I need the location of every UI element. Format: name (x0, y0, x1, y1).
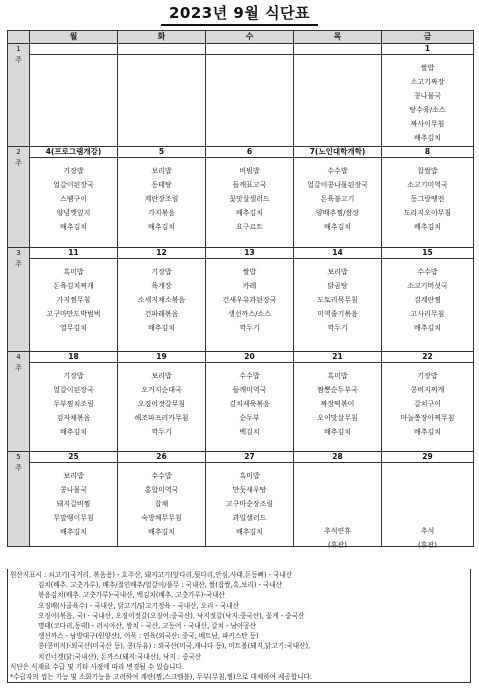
menu-items (206, 259, 293, 335)
day-cell (382, 248, 474, 352)
menu-items (206, 463, 293, 539)
date-label: 26 (118, 452, 205, 463)
menu-item: 소세지채소볶음 (137, 296, 186, 304)
menu-table (7, 30, 474, 547)
menu-item: 콩나물국 (59, 486, 88, 494)
week-label: 4 주 (8, 352, 30, 452)
day-cell (294, 452, 382, 547)
menu-item: 순두부 (239, 414, 260, 422)
date-label: 7(노인대학개학) (294, 147, 381, 158)
menu-item: 만둣새우탕 (232, 486, 267, 494)
menu-items (118, 463, 205, 539)
date-label: 11 (30, 248, 117, 259)
date-label: 4(프로그램개강) (30, 147, 117, 158)
menu-item: 깍두기 (327, 324, 348, 332)
menu-item: 해조파프리카무침 (134, 414, 189, 422)
menu-item: 꽃맛살샐러드 (229, 195, 270, 203)
menu-item: 배추김치 (413, 223, 442, 231)
menu-item: 흑미밥 (239, 472, 260, 480)
day-cell (382, 352, 474, 452)
menu-items (206, 158, 293, 234)
menu-item: 수수밥 (239, 372, 260, 380)
week-label: 3 주 (8, 248, 30, 352)
date-label: 19 (118, 352, 205, 363)
note-line: 오징어(볶음, 국) - 국내산, 오징어젓갈(오징어:중국산), 낙지젓갈(낙지:중국산), 꽃게 - 중국산 (38, 611, 305, 620)
menu-items (118, 158, 205, 234)
menu-item: 얼갈이된장국 (53, 181, 94, 189)
day-cell (206, 452, 294, 547)
date-label: 12 (118, 248, 205, 259)
menu-items (382, 158, 473, 234)
menu-item: 카레 (242, 282, 257, 290)
day-cell (206, 352, 294, 452)
day-header-tue: 화 (118, 31, 206, 44)
week-row (8, 352, 474, 452)
day-cell (206, 147, 294, 248)
menu-item: 들깨표고국 (232, 181, 267, 189)
menu-item: 배추김치 (59, 528, 88, 536)
week-row (8, 248, 474, 352)
menu-item: 김치제육볶음 (229, 400, 270, 408)
menu-item: 미역줄기볶음 (317, 310, 358, 318)
menu-item: 짬뽕순두부국 (317, 386, 358, 394)
note-line: 김치(배추. 고춧가루), 배추/절인배추/얼갈이/풀무 : 국내산, 쌀(찹쌀,흑,보리) - 국내산 (38, 581, 283, 590)
menu-item: 보리밥 (327, 268, 348, 276)
menu-item: 얼갈이콩나물된장국 (307, 181, 368, 189)
menu-items (30, 158, 117, 234)
menu-item: 동그랑땡전 (410, 195, 445, 203)
menu-item: 배추김치 (147, 223, 176, 231)
menu-items (206, 363, 293, 439)
menu-item: 배추김치 (413, 428, 442, 436)
menu-item: (휴관) (418, 541, 437, 549)
menu-item: 배추김치 (323, 223, 352, 231)
menu-items (118, 363, 205, 439)
origin-notes (7, 569, 471, 683)
menu-item: 열무김치 (59, 324, 88, 332)
menu-item: 오징어젓갈무침 (137, 400, 186, 408)
day-cell (382, 44, 474, 147)
day-header-row (8, 31, 474, 44)
day-cell (294, 352, 382, 452)
menu-item: 고구마순장조림 (225, 500, 274, 508)
menu-item: 과일샐러드 (232, 514, 267, 522)
day-cell (30, 147, 118, 248)
note-line: 명태(코다리,동태) - 러시아산, 쌈치 - 국산, 고등어 - 국내산, 갈치 - 남아공산 (38, 622, 257, 631)
menu-items (382, 363, 473, 439)
day-header-thu: 목 (294, 31, 382, 44)
menu-item: 얼갈이된장국 (53, 386, 94, 394)
menu-item: 도라지오이무침 (403, 209, 452, 217)
menu-item: 기장밥 (417, 372, 438, 380)
day-cell (294, 147, 382, 248)
date-label: 1 (382, 44, 473, 55)
menu-item: 찹쌀밥 (417, 167, 438, 175)
date-label: 6 (206, 147, 293, 158)
date-label (206, 44, 293, 55)
menu-item: 고사리무침 (410, 310, 445, 318)
menu-item: 깍두기 (151, 428, 172, 436)
menu-item: 수수밥 (417, 268, 438, 276)
menu-item: 보리밥 (63, 472, 84, 480)
day-cell (382, 452, 474, 547)
menu-item: 생선까스/소스 (228, 310, 271, 318)
note-line: *수급자의 씹는 기능 및 소화기능을 고려하여 계란(찜,스크램블), 두부(무침,찜)으로 대체하여 제공합니다. (10, 673, 312, 682)
title-wrap (0, 0, 479, 28)
menu-items (294, 363, 381, 439)
week-label: 2 주 (8, 147, 30, 248)
menu-items (382, 55, 473, 145)
date-label: 15 (382, 248, 473, 259)
menu-item: 탕수육/소스 (409, 106, 446, 114)
menu-item: 검자채볶음 (56, 414, 91, 422)
menu-body (8, 44, 474, 547)
menu-items (118, 55, 205, 61)
menu-item: 배추김치 (235, 209, 264, 217)
menu-item: 배추김치 (59, 223, 88, 231)
menu-item: 마늘쫑장아찌무침 (400, 414, 455, 422)
menu-item: 가지찜무침 (56, 296, 91, 304)
note-line: 오징배(사골육수) - 국내산, 닭고기/닭고기정육 - 국내산, 오리 - 국내산 (38, 601, 240, 610)
date-label: 29 (382, 452, 473, 463)
note-line: 콩(콩비지)-외국산(미국산 등), 콩(두유) : 외국산(미국,캐나다 등), 미트볼(돼지,닭고기:국내산), (38, 642, 311, 651)
day-cell (294, 44, 382, 147)
week-label: 1 주 (8, 44, 30, 147)
menu-items (294, 259, 381, 335)
menu-item: 육개장 (151, 282, 172, 290)
menu-item: (휴관) (328, 541, 347, 549)
menu-items (294, 55, 381, 61)
menu-item: 잡채 (154, 500, 169, 508)
header-corner (8, 31, 30, 44)
menu-item: 깍두기 (239, 324, 260, 332)
day-cell (30, 248, 118, 352)
week-row (8, 147, 474, 248)
menu-item: 배추김치 (147, 528, 176, 536)
day-cell (118, 352, 206, 452)
menu-item: 오이맛살무침 (317, 414, 358, 422)
menu-item: 홍합미역국 (144, 486, 179, 494)
menu-items (294, 158, 381, 234)
menu-item: 기장밥 (151, 268, 172, 276)
note-line: 원산지표시 : 쇠고기(국거리, 볶음용) - 호주산, 돼지고기(앞다리,뒷다리,안심,사태,돈등뼈) - 국내산 (10, 571, 293, 579)
menu-item: 양념깻잎지 (56, 209, 91, 217)
menu-item: 돼지갈비찜 (56, 500, 91, 508)
menu-item: 백김치 (239, 428, 260, 436)
menu-item: 김계란찜 (413, 296, 442, 304)
menu-item: 수수밥 (327, 167, 348, 175)
menu-item: 건파래볶음 (144, 310, 179, 318)
date-label: 27 (206, 452, 293, 463)
date-label: 28 (294, 452, 381, 463)
day-cell (118, 147, 206, 248)
menu-item: 들깨미역국 (232, 386, 267, 394)
menu-item: 돈육김치찌개 (53, 282, 94, 290)
menu-item: 배추김치 (413, 324, 442, 332)
note-line: 생선까스 - 남방대구(원양산), 어묵 : 연육(외국산: 중국, 베트남, 파키스탄 등) (38, 632, 259, 641)
menu-item: 돈육불고기 (320, 195, 355, 203)
date-label (30, 44, 117, 55)
week-row (8, 44, 474, 147)
date-label: 14 (294, 248, 381, 259)
menu-item: 갈치구이 (413, 400, 442, 408)
menu-item: 계란장조림 (144, 195, 179, 203)
note-line: 식단은 식재료 수급 및 기타 사정에 따라 변경될 수 있습니다. (10, 662, 184, 671)
date-label: 18 (30, 352, 117, 363)
date-label: 20 (206, 352, 293, 363)
day-cell (294, 248, 382, 352)
day-cell (206, 44, 294, 147)
menu-item: 보리밥 (151, 167, 172, 175)
menu-item: 흑미밥 (63, 268, 84, 276)
menu-items (30, 259, 117, 335)
menu-item: 요구르트 (235, 223, 264, 231)
menu-item: 배추김치 (235, 528, 264, 536)
menu-items (294, 463, 381, 585)
day-cell (118, 452, 206, 547)
menu-item: 쌀밥 (420, 64, 435, 72)
menu-item: 흑미밥 (327, 372, 348, 380)
day-header-mon: 월 (30, 31, 118, 44)
menu-item: 양배추찜/쌈장 (316, 209, 359, 217)
date-label: 21 (294, 352, 381, 363)
menu-item: 도토리묵무침 (317, 296, 358, 304)
day-cell (30, 44, 118, 147)
menu-item: 콩나물국 (413, 92, 442, 100)
menu-items (118, 259, 205, 335)
day-header-wed: 수 (206, 31, 294, 44)
menu-item: 배추김치 (147, 324, 176, 332)
menu-item: 짜사이무침 (410, 120, 445, 128)
date-label: 22 (382, 352, 473, 363)
week-row (8, 452, 474, 547)
menu-item: 스팸구이 (59, 195, 88, 203)
date-label (294, 44, 381, 55)
menu-item: 배추김치 (413, 134, 442, 142)
menu-item: 기장밥 (63, 167, 84, 175)
menu-item: 보리밥 (151, 372, 172, 380)
menu-item: 가지볶음 (147, 209, 176, 217)
menu-items (30, 363, 117, 439)
menu-item: 비빔밥 (239, 167, 260, 175)
menu-item: 짜장떡볶이 (320, 400, 355, 408)
menu-item: 닭곰탕 (327, 282, 348, 290)
menu-item: 숙방채무무침 (141, 514, 182, 522)
menu-items (206, 55, 293, 61)
menu-item: 수수밥 (151, 472, 172, 480)
page-title: 2023년 9월 식단표 (161, 3, 318, 26)
menu-items (382, 259, 473, 335)
date-label: 8 (382, 147, 473, 158)
date-label: 25 (30, 452, 117, 463)
week-label: 5 주 (8, 452, 30, 547)
day-cell (206, 248, 294, 352)
menu-item: 콩비지찌개 (410, 386, 445, 394)
menu-item: 소고기짜장 (410, 78, 445, 86)
menu-item: 소고기버섯국 (407, 282, 448, 290)
day-cell (30, 352, 118, 452)
day-cell (30, 452, 118, 547)
menu-item: 건새우유과된장국 (222, 296, 277, 304)
menu-item: 배추김치 (59, 428, 88, 436)
note-line: 볶음김치(배추. 고춧가루)-국내산, 백김치(배추, 고춧가루)-국내산 (38, 591, 225, 600)
menu-item: 추석연휴 (323, 527, 352, 535)
menu-item: 두부찜치조림 (53, 400, 94, 408)
menu-item: 무말랭이무침 (53, 514, 94, 522)
date-label: 13 (206, 248, 293, 259)
day-cell (118, 248, 206, 352)
menu-item: 고구마만도박범벅 (46, 310, 101, 318)
day-cell (382, 147, 474, 248)
date-label (118, 44, 205, 55)
menu-item: 쌀밥 (242, 268, 257, 276)
menu-items (30, 463, 117, 539)
day-header-fri: 금 (382, 31, 474, 44)
day-cell (118, 44, 206, 147)
menu-item: 배추김치 (323, 428, 352, 436)
menu-item: 오거지순대국 (141, 386, 182, 394)
menu-items (30, 55, 117, 61)
date-label: 5 (118, 147, 205, 158)
menu-item: 소고기미역국 (407, 181, 448, 189)
note-line: 치킨너겟(닭:국내산), 돈까스(돼지:국내산), 낙지 : 중국산 (38, 652, 202, 661)
menu-items (382, 463, 473, 585)
menu-item: 기장밥 (63, 372, 84, 380)
menu-item: 추석 (420, 527, 435, 535)
menu-item: 동태탕 (151, 181, 172, 189)
